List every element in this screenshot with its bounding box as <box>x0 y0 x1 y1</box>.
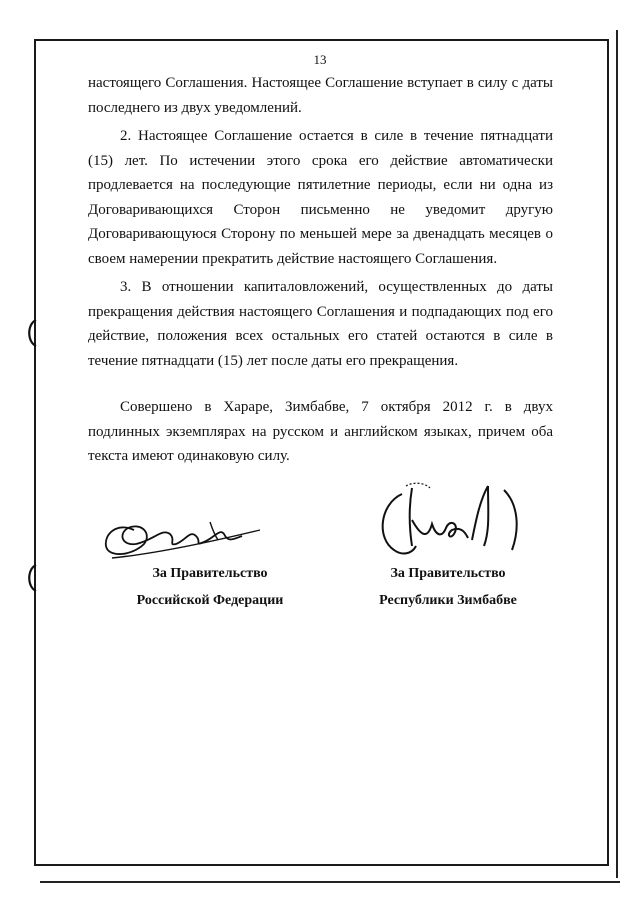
signatory-zimbabwe-line2: Республики Зимбабве <box>379 593 517 608</box>
signatory-russia <box>110 560 310 614</box>
closing-block <box>88 395 553 469</box>
page-bottom-edge-line <box>40 881 620 883</box>
signatory-zimbabwe <box>348 560 548 614</box>
binder-hole-mark-lower <box>24 563 38 593</box>
closing-statement: Совершено в Хараре, Зимбабве, 7 октября 2012 г. в двух подлинных экземплярах на русском и английском языках, причем оба текста имеют одинаковую силу. <box>88 399 553 464</box>
agreement-body <box>88 71 553 373</box>
paragraph-2-duration: 2. Настоящее Соглашение остается в силе в течение пятнадцати (15) лет. По истечении этого срока его действие автоматически продлевается на последующие пятилетние периоды, если ни одна из Договаривающихся Сторон письменно не уведомит другую Договаривающуюся Сторону по меньшей мере за двенадцать месяцев о своем намерении прекратить действие настоящего Соглашения. <box>88 128 553 267</box>
paragraph-continuation: настоящего Соглашения. Настоящее Соглашение вступает в силу с даты последнего из двух уведомлений. <box>88 75 553 116</box>
signatory-russia-line2: Российской Федерации <box>136 593 284 608</box>
page-number: 13 <box>313 52 327 67</box>
binder-hole-mark-upper <box>24 318 38 348</box>
signature-zimbabwe <box>372 480 537 570</box>
page-right-edge-line <box>616 30 618 878</box>
signatory-zimbabwe-line1: За Правительство <box>390 566 506 581</box>
paragraph-3-investments: 3. В отношении капиталовложений, осуществленных до даты прекращения действия настоящего Соглашения и подпадающих под его действие, положения всех остальных его статей остаются в силе в течение пятнадцати (15) лет после даты его прекращения. <box>88 279 553 369</box>
signatory-russia-line1: За Правительство <box>152 566 268 581</box>
